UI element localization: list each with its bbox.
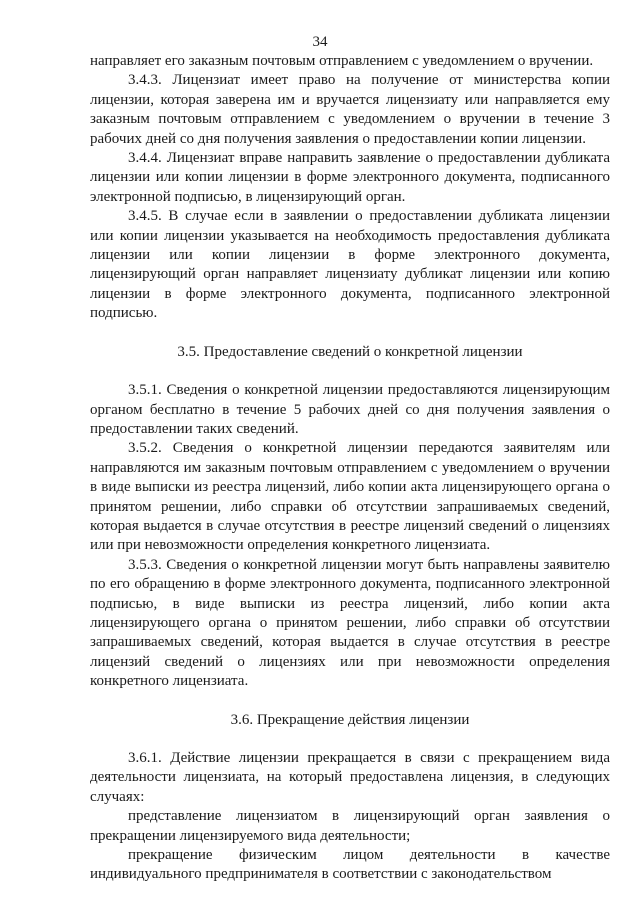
paragraph-3-5-2: 3.5.2. Сведения о конкретной лицензии передаются заявителям или направляются им заказным почтовым отправлением с уведомлением о вручении в виде выписки из реестра лицензий, либо копии акта лицензирующего органа о принятом решении, либо справки об отсутствии запрашиваемых сведений, которая выдается в случае отсутствия в реестре лицензий сведений о лицензиях или при невозможности определения конкретного лицензиата. (90, 440, 610, 554)
list-item-application: представление лицензиатом в лицензирующий орган заявления о прекращении лицензируемого вида деятельности; (90, 808, 610, 844)
paragraph-3-5-3: 3.5.3. Сведения о конкретной лицензии могут быть направлены заявителю по его обращению в форме электронного документа, подписанного электронной подписью, в виде выписки из реестра лицензий, либо копии акта лицензирующего органа о принятом решении, либо справки об отсутствии запрашиваемых сведений, которая выдается в случае отсутствия в реестре лицензий сведений о лицензиях или при невозможности определения конкретного лицензиата. (90, 556, 610, 690)
page-number: 34 (312, 34, 328, 50)
list-item-termination: прекращение физическим лицом деятельности в качестве индивидуального предпринимателя в соответствии с законодательством (90, 847, 610, 883)
paragraph-3-4-4: 3.4.4. Лицензиат вправе направить заявление о предоставлении дубликата лицензии или копии лицензии в форме электронного документа, подписанного электронной подписью, в лицензирующий орган. (90, 150, 610, 205)
section-heading-3-6: 3.6. Прекращение действия лицензии (230, 711, 470, 728)
paragraph-3-5-1: 3.5.1. Сведения о конкретной лицензии предоставляются лицензирующим органом бесплатно в течение 5 рабочих дней со дня получения заявления о предоставлении таких сведений. (90, 382, 610, 437)
section-heading-3-5: 3.5. Предоставление сведений о конкретной лицензии (177, 343, 523, 360)
paragraph-3-4-5: 3.4.5. В случае если в заявлении о предоставлении дубликата лицензии или копии лицензии указывается на необходимость предоставления дубликата лицензии или копии лицензии в форме электронного документа, лицензирующий орган направляет лицензиату дубликат лицензии или копию лицензии в форме электронного документа, подписанного электронной подписью. (90, 208, 610, 322)
paragraph-continuation: направляет его заказным почтовым отправлением с уведомлением о вручении. (90, 53, 594, 69)
paragraph-3-4-3: 3.4.3. Лицензиат имеет право на получение от министерства копии лицензии, которая заверена им и вручается лицензиату или направляется ему заказным почтовым отправлением с уведомлением о вручении в течение 3 рабочих дней со дня получения заявления о предоставлении копии лицензии. (90, 72, 610, 147)
document-body (90, 52, 610, 885)
paragraph-3-6-1: 3.6.1. Действие лицензии прекращается в связи с прекращением вида деятельности лицензиата, на который предоставлена лицензия, в следующих случаях: (90, 750, 610, 805)
